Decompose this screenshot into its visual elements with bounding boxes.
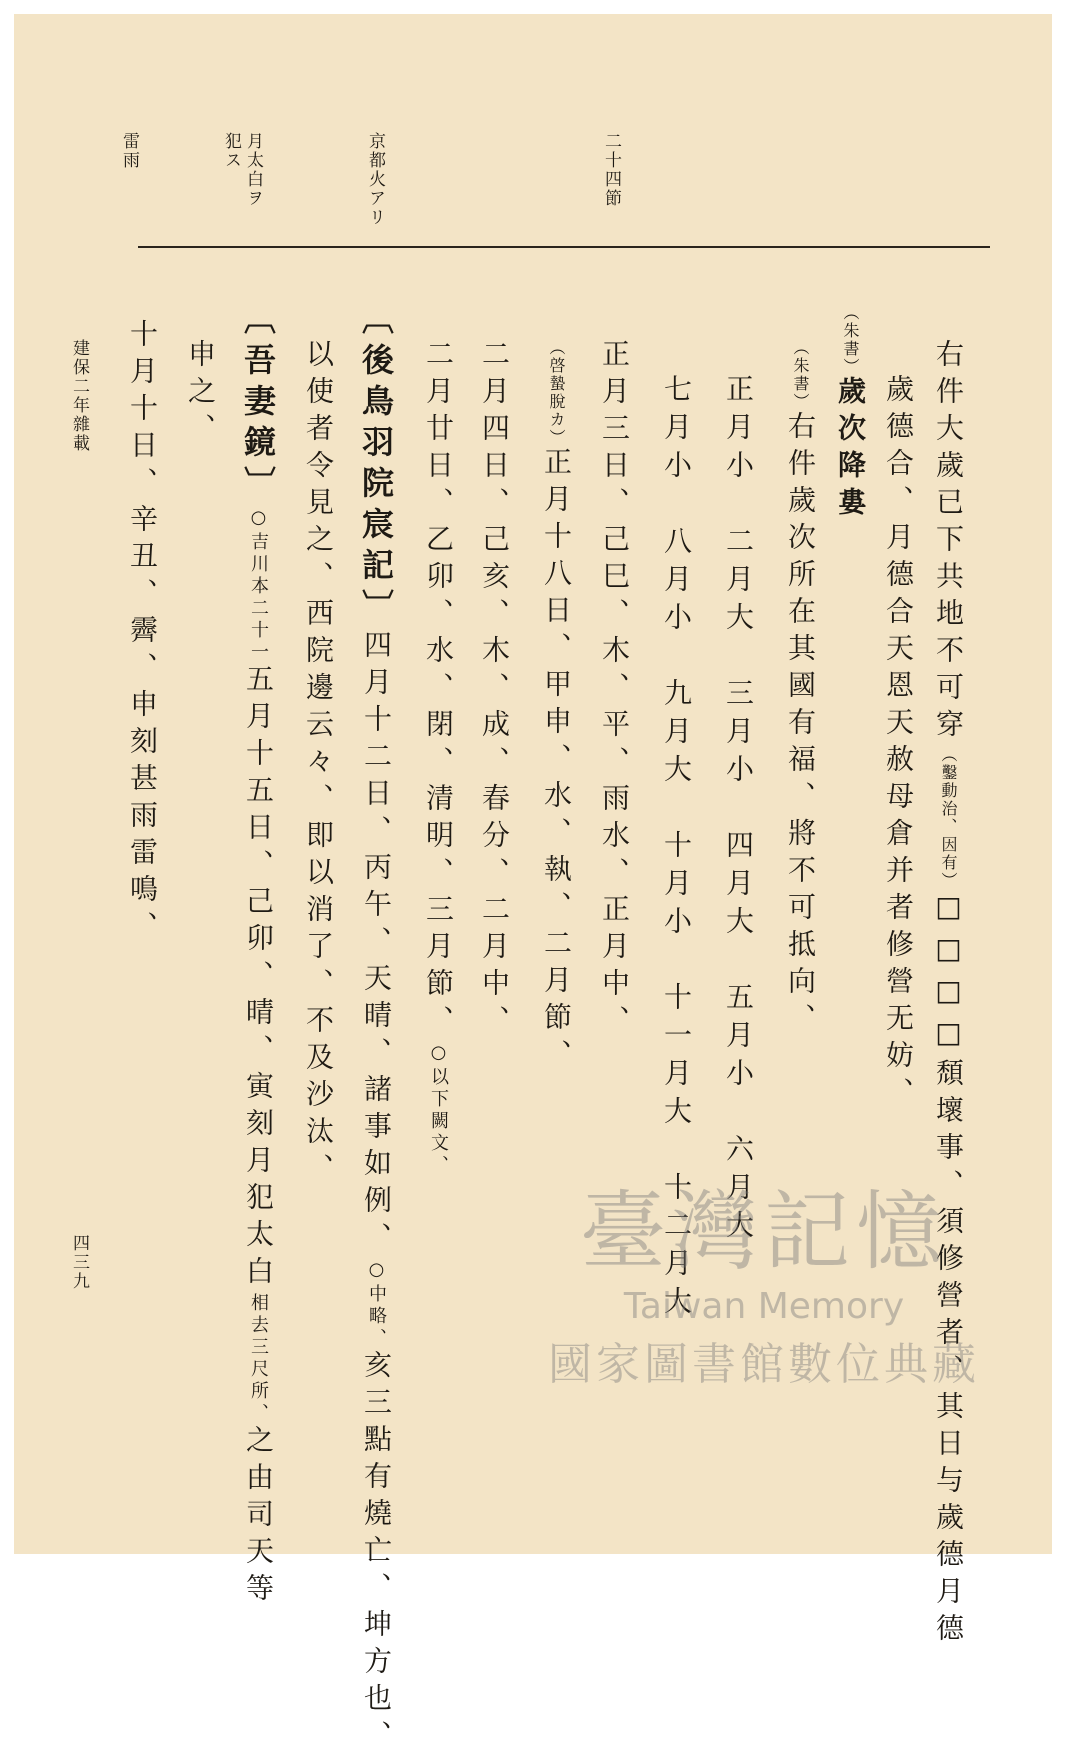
text-line-8-note: （啓蟄脫カ） (547, 339, 566, 447)
library-watermark (494, 1182, 1034, 1449)
text-line-11-cont: 亥三點有燒亡、坤方也、 (360, 1350, 393, 1757)
text-line-9: 二月四日、己亥、木、成、春分、二月中、 (478, 339, 511, 1042)
text-line-4-text: 右件歲次所在其國有福、將不可抵向、 (784, 411, 817, 1040)
text-line-11-note: ○中略、 (366, 1259, 387, 1350)
text-line-4-note: （朱書） (791, 339, 810, 411)
source-title-azuma-kagami: 〔吾妻鏡〕 (239, 302, 277, 507)
text-line-8 (540, 339, 573, 1076)
month-table-row-2: 七月小 八月小 九月大 十月小 十一月大 十二月大 (660, 374, 693, 1324)
text-line-11 (357, 302, 395, 1757)
text-line-14: 申之、 (184, 339, 217, 450)
margin-note-moon-venus-b: 犯ス (221, 132, 241, 170)
text-line-1-part-a: 右件大歲已下共地不可穿 (932, 339, 965, 746)
text-line-7: 正月三日、己巳、木、平、雨水、正月中、 (598, 339, 631, 1042)
text-line-13-text: 五月十五日、己卯、晴、寅刻月犯太白 (242, 664, 275, 1293)
text-line-13-note-2: 相去三尺所、 (248, 1293, 269, 1425)
text-line-1-part-b: □□□□頹壞事、須修營者、其日与歲德月德 (932, 890, 965, 1650)
text-line-10 (422, 339, 455, 1177)
text-line-13-note: ○吉川本二十一 (248, 507, 269, 664)
running-title: 建保二年雜載 (69, 339, 89, 453)
text-line-12: 以使者令見之、西院邊云々、即以消了、不及沙汰、 (302, 339, 335, 1190)
text-line-4 (784, 339, 817, 1040)
text-line-2: 歲德合、月德合天恩天赦母倉并者修營无妨、 (882, 374, 915, 1114)
text-line-3 (834, 304, 867, 524)
margin-note-kyoto-fire: 京都火アリ (365, 132, 385, 227)
text-line-8-text: 正月十八日、甲申、水、執、二月節、 (540, 447, 573, 1076)
page-number: 四三九 (69, 1234, 89, 1291)
source-title-gotoba-in-shinki: 〔後鳥羽院宸記〕 (357, 302, 395, 630)
text-line-10-note: ○以下闕文、 (428, 1042, 449, 1177)
text-line-1-note: （鑿動治、因有） (939, 746, 958, 890)
text-line-13-cont: 之由司天等 (242, 1425, 275, 1610)
text-line-3-note: （朱書） (841, 304, 860, 376)
text-line-13 (239, 302, 277, 1610)
month-table-row-1: 正月小 二月大 三月小 四月大 五月小 六月大 (722, 374, 755, 1248)
margin-note-thunder-rain: 雷雨 (119, 132, 139, 170)
text-line-11-text: 四月十二日、丙午、天晴、諸事如例、 (360, 630, 393, 1259)
text-line-3-heading: 歲次降婁 (834, 376, 867, 524)
text-line-10-text: 二月廿日、乙卯、水、閉、清明、三月節、 (422, 339, 455, 1042)
text-line-15: 十月十日、辛丑、霽、申刻甚雨雷鳴、 (126, 319, 159, 948)
margin-note-moon-venus-a: 月太白ヲ (243, 132, 263, 208)
header-rule (138, 246, 990, 248)
document-page (14, 14, 1052, 1757)
watermark-english: Taiwan Memory (623, 1286, 905, 1327)
watermark-subtitle: 國家圖書館數位典藏 (548, 1339, 980, 1390)
margin-note-24-sekki: 二十四節 (601, 132, 621, 208)
watermark-title: 臺灣記憶 (580, 1182, 948, 1282)
text-line-1 (932, 339, 965, 1650)
